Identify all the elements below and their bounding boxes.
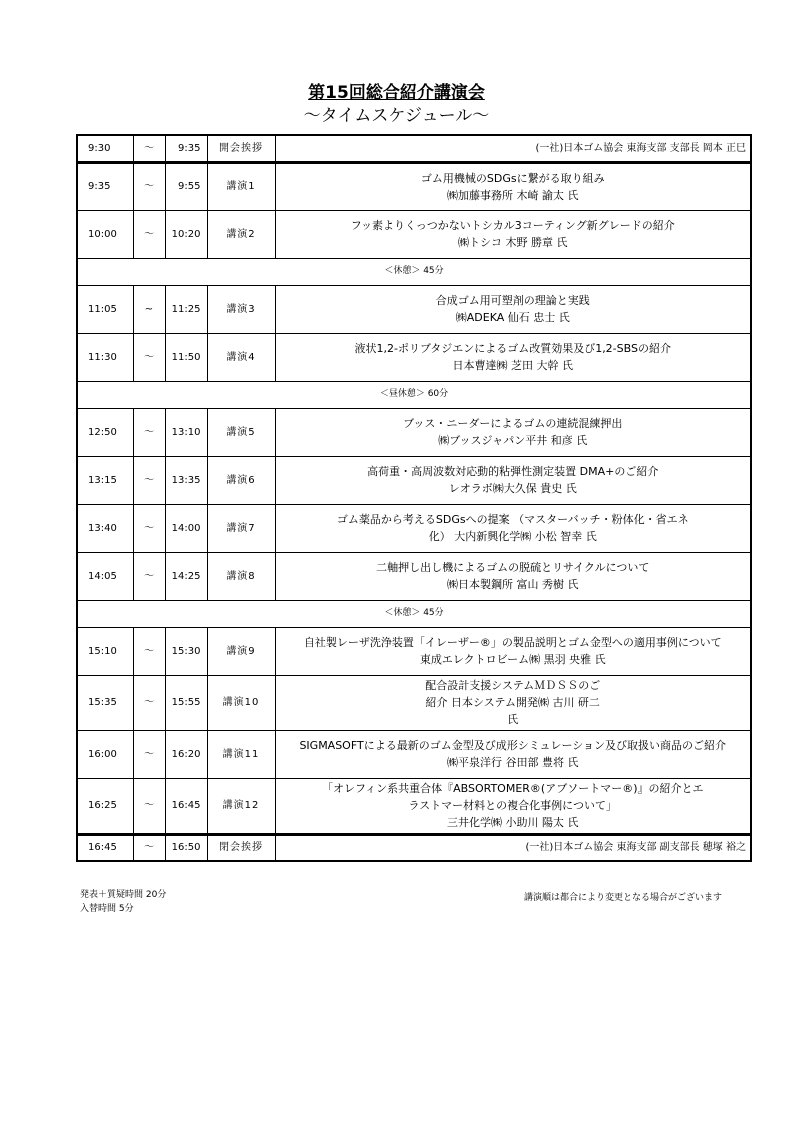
start-time: 9:35 — [77, 162, 133, 210]
session-row — [77, 333, 751, 381]
session-description — [275, 778, 751, 834]
note-changeover: 入替時間 5分 — [80, 904, 134, 914]
description-line: 紹介 日本システム開発㈱ 古川 研二 — [425, 696, 600, 709]
session-label: 講演12 — [207, 778, 275, 834]
session-label: 講演11 — [207, 730, 275, 778]
start-time: 12:50 — [77, 408, 133, 456]
description-line: ブッス・ニーダーによるゴムの連続混練押出 — [403, 417, 623, 430]
session-row — [77, 210, 751, 258]
end-time: 9:55 — [165, 162, 207, 210]
break-label: ＜休憩＞ 45分 — [77, 600, 751, 627]
end-time: 10:20 — [165, 210, 207, 258]
description-line: 東成エレクトロビーム㈱ 黒羽 央雅 氏 — [419, 653, 606, 666]
time-separator: ~ — [133, 285, 165, 333]
schedule-table — [76, 134, 752, 862]
end-time: 16:20 — [165, 730, 207, 778]
session-description — [275, 834, 751, 861]
session-description — [275, 135, 751, 162]
session-description — [275, 504, 751, 552]
session-row — [77, 627, 751, 675]
description-line: 三井化学㈱ 小助川 陽太 氏 — [447, 816, 579, 829]
session-row — [77, 778, 751, 834]
start-time: 11:30 — [77, 333, 133, 381]
session-row — [77, 552, 751, 600]
end-time: 15:55 — [165, 675, 207, 730]
description-line: ㈱トシコ 木野 勝章 氏 — [458, 236, 568, 249]
session-label: 講演8 — [207, 552, 275, 600]
end-time: 11:25 — [165, 285, 207, 333]
session-label: 講演2 — [207, 210, 275, 258]
description-line: 合成ゴム用可塑剤の理論と実践 — [435, 294, 590, 307]
session-description — [275, 552, 751, 600]
time-separator: ～ — [133, 627, 165, 675]
session-description — [275, 210, 751, 258]
start-time: 14:05 — [77, 552, 133, 600]
session-row — [77, 408, 751, 456]
break-row — [77, 258, 751, 285]
description-line: ㈱ブッスジャパン平井 和彦 氏 — [438, 434, 588, 447]
start-time: 16:25 — [77, 778, 133, 834]
time-separator: ～ — [133, 504, 165, 552]
description-line: ラストマー材料との複合化事例について」 — [408, 799, 617, 812]
description-line: 氏 — [507, 713, 519, 726]
description-line: 液状1,2-ポリブタジエンによるゴム改質効果及び1,2-SBSの紹介 — [354, 342, 671, 355]
session-row — [77, 730, 751, 778]
description-line: ㈱日本製鋼所 富山 秀樹 氏 — [447, 578, 579, 591]
start-time: 16:00 — [77, 730, 133, 778]
break-row — [77, 381, 751, 408]
time-separator: ～ — [133, 210, 165, 258]
session-row — [77, 834, 751, 861]
session-row — [77, 504, 751, 552]
break-label: ＜昼休憩＞ 60分 — [77, 381, 751, 408]
session-label: 講演3 — [207, 285, 275, 333]
note-duration: 発表＋質疑時間 20分 — [80, 890, 167, 900]
session-description — [275, 285, 751, 333]
start-time: 11:05 — [77, 285, 133, 333]
description-line: 配合設計支援システムＭＤＳＳのご — [425, 679, 601, 692]
start-time: 13:40 — [77, 504, 133, 552]
end-time: 13:35 — [165, 456, 207, 504]
end-time: 16:50 — [165, 834, 207, 861]
description-line: ㈱ADEKA 仙石 忠士 氏 — [455, 311, 570, 324]
session-row — [77, 285, 751, 333]
session-label: 講演10 — [207, 675, 275, 730]
start-time: 9:30 — [77, 135, 133, 162]
time-separator: ～ — [133, 162, 165, 210]
notes-left — [80, 888, 166, 916]
description-line: 化） 大内新興化学㈱ 小松 智幸 氏 — [428, 530, 597, 543]
start-time: 16:45 — [77, 834, 133, 861]
page-subtitle: ～タイムスケジュール～ — [303, 106, 490, 126]
end-time: 16:45 — [165, 778, 207, 834]
session-description — [275, 333, 751, 381]
description-line: 高荷重・高周波数対応動的粘弾性測定装置 DMA+のご紹介 — [367, 465, 659, 478]
session-label: 講演1 — [207, 162, 275, 210]
session-row — [77, 456, 751, 504]
end-time: 15:30 — [165, 627, 207, 675]
session-description — [275, 456, 751, 504]
break-label: ＜休憩＞ 45分 — [77, 258, 751, 285]
time-separator: ～ — [133, 135, 165, 162]
time-separator: ～ — [133, 456, 165, 504]
description-line: レオラボ㈱大久保 貴史 氏 — [448, 482, 577, 495]
session-description — [275, 162, 751, 210]
session-label: 講演5 — [207, 408, 275, 456]
start-time: 15:10 — [77, 627, 133, 675]
session-description — [275, 408, 751, 456]
description-line: 日本曹達㈱ 芝田 大幹 氏 — [452, 359, 573, 372]
description-line: (一社)日本ゴム協会 東海支部 支部長 岡本 正巳 — [535, 142, 746, 154]
time-separator: ～ — [133, 675, 165, 730]
note-order-change: 講演順は都合により変更となる場合がございます — [524, 893, 723, 903]
start-time: 15:35 — [77, 675, 133, 730]
session-label: 講演7 — [207, 504, 275, 552]
time-separator: ～ — [133, 778, 165, 834]
time-separator: ～ — [133, 408, 165, 456]
session-description — [275, 675, 751, 730]
session-description — [275, 627, 751, 675]
session-label: 講演6 — [207, 456, 275, 504]
session-label: 閉会挨拶 — [207, 834, 275, 861]
break-row — [77, 600, 751, 627]
session-description — [275, 730, 751, 778]
session-row — [77, 135, 751, 162]
end-time: 14:00 — [165, 504, 207, 552]
session-label: 講演9 — [207, 627, 275, 675]
end-time: 9:35 — [165, 135, 207, 162]
time-separator: ～ — [133, 730, 165, 778]
description-line: 二軸押し出し機によるゴムの脱硫とリサイクルについて — [376, 561, 650, 574]
description-line: ㈱加藤事務所 木崎 諭太 氏 — [447, 188, 579, 202]
description-line: SIGMASOFTによる最新のゴム金型及び成形シミュレーション及び取扱い商品のご紹介 — [299, 739, 727, 752]
description-line: ゴム用機械のSDGsに繋がる取り組み — [420, 171, 605, 185]
session-row — [77, 675, 751, 730]
description-line: (一社)日本ゴム協会 東海支部 副支部長 穂塚 裕之 — [525, 842, 746, 854]
start-time: 13:15 — [77, 456, 133, 504]
description-line: 「オレフィン系共重合体『ABSORTOMER®(アブソートマー®)』の紹介とエ — [321, 782, 704, 795]
end-time: 13:10 — [165, 408, 207, 456]
end-time: 14:25 — [165, 552, 207, 600]
page-title: 第15回総合紹介講演会 — [308, 83, 485, 103]
description-line: ゴム薬品から考えるSDGsへの提案 （マスターバッチ・粉体化・省エネ — [336, 513, 689, 526]
time-separator: ～ — [133, 834, 165, 861]
session-label: 講演4 — [207, 333, 275, 381]
session-row — [77, 162, 751, 210]
description-line: 自社製レーザ洗浄装置「イレーザー®」の製品説明とゴム金型への適用事例について — [303, 636, 722, 649]
time-separator: ～ — [133, 552, 165, 600]
description-line: ㈱平泉洋行 谷田部 豊将 氏 — [447, 756, 579, 769]
time-separator: ～ — [133, 333, 165, 381]
start-time: 10:00 — [77, 210, 133, 258]
session-label: 開会挨拶 — [207, 135, 275, 162]
description-line: フッ素よりくっつかないトシカル3コーティング新グレードの紹介 — [350, 219, 675, 232]
end-time: 11:50 — [165, 333, 207, 381]
